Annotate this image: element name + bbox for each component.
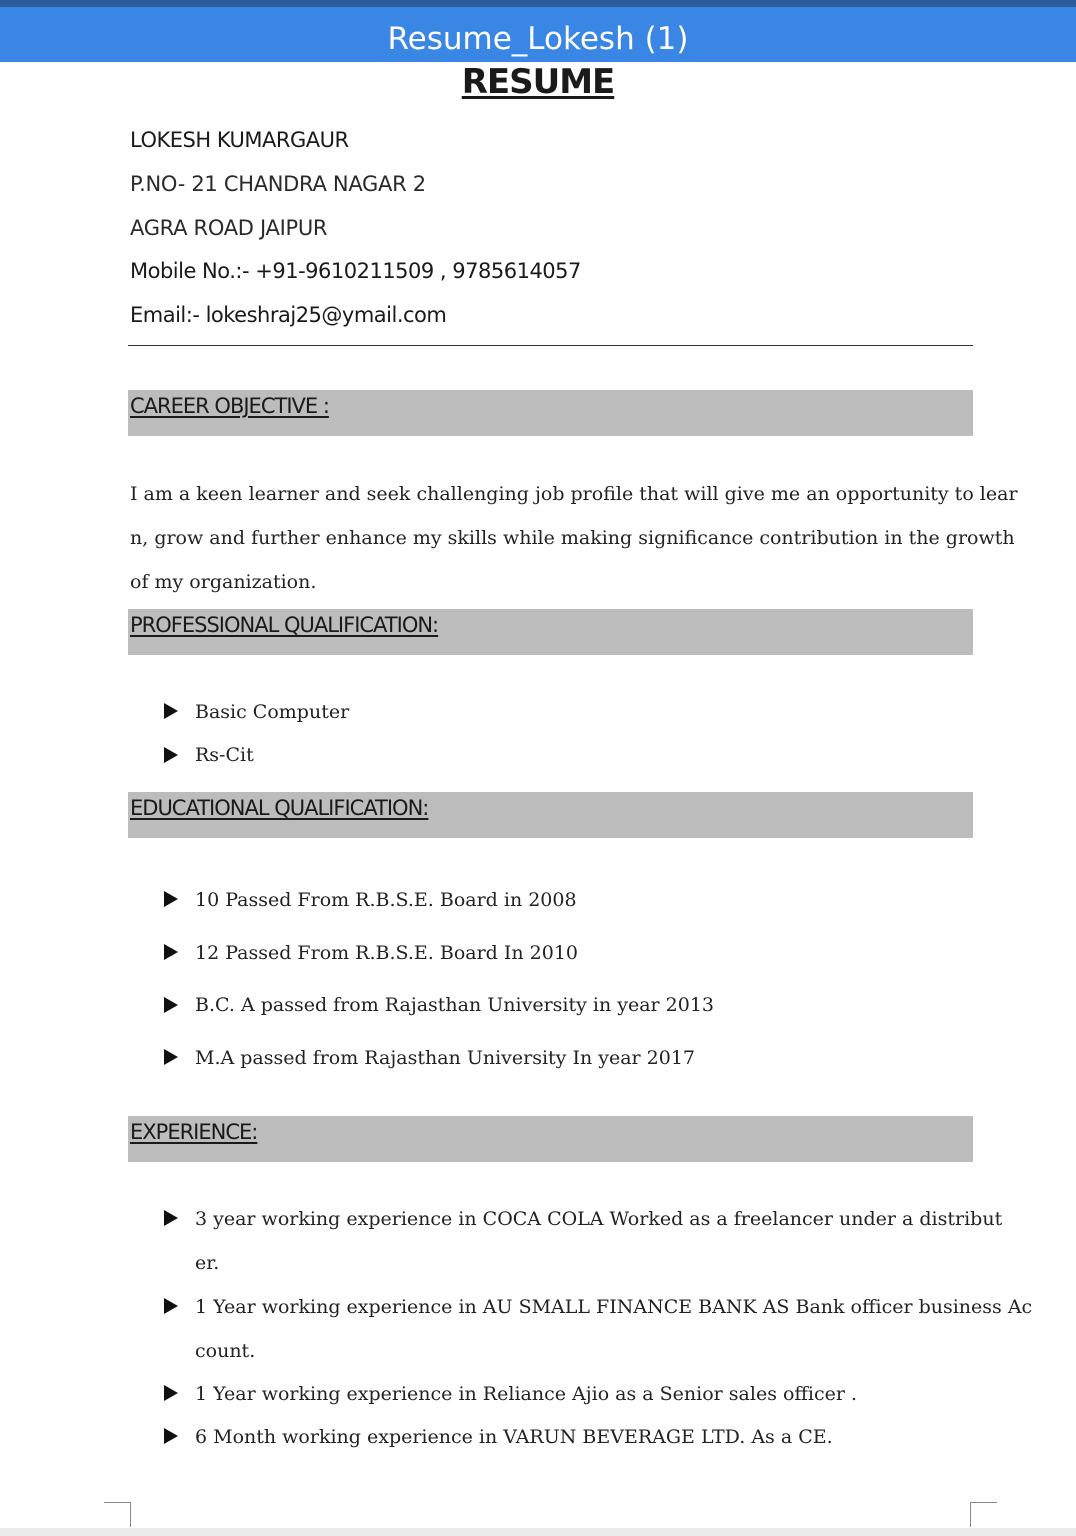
candidate-name: LOKESH KUMARGAUR — [130, 128, 349, 152]
page-corner-mark-left — [104, 1502, 131, 1527]
address-line-1: P.NO- 21 CHANDRA NAGAR 2 — [130, 172, 426, 196]
bullet-arrow-icon — [164, 1428, 178, 1444]
bullet-arrow-icon — [164, 703, 178, 719]
mobile-number: Mobile No.:- +91-9610211509 , 9785614057 — [130, 259, 581, 283]
list-item: 12 Passed From R.B.S.E. Board In 2010 — [195, 942, 579, 964]
experience-item-line: 1 Year working experience in AU SMALL FINANCE BANK AS Bank officer business Ac — [195, 1296, 1033, 1318]
professional-qualification-section — [128, 609, 973, 655]
bullet-arrow-icon — [164, 891, 178, 907]
educational-qualification-section — [128, 792, 973, 838]
address-line-2: AGRA ROAD JAIPUR — [130, 216, 328, 240]
career-objective-title: CAREER OBJECTIVE : — [130, 394, 329, 418]
document-page[interactable] — [0, 62, 1076, 1528]
experience-item-line: 3 year working experience in COCA COLA Worked as a freelancer under a distribut — [195, 1208, 1003, 1230]
bullet-arrow-icon — [164, 1298, 178, 1314]
bullet-arrow-icon — [164, 747, 178, 763]
bullet-arrow-icon — [164, 1210, 178, 1226]
bullet-arrow-icon — [164, 1049, 178, 1065]
header-divider — [128, 345, 973, 346]
career-objective-line: I am a keen learner and seek challenging job profile that will give me an opportunity to lear — [130, 483, 1018, 505]
document-title: Resume_Lokesh (1) — [387, 21, 689, 57]
career-objective-section — [128, 390, 973, 436]
career-objective-line: n, grow and further enhance my skills while making significance contribution in the growth — [130, 527, 1015, 549]
list-item: Basic Computer — [195, 701, 350, 723]
list-item: 10 Passed From R.B.S.E. Board in 2008 — [195, 889, 577, 911]
experience-section — [128, 1116, 973, 1162]
bullet-arrow-icon — [164, 1385, 178, 1401]
experience-title: EXPERIENCE: — [130, 1120, 258, 1144]
experience-item-line: er. — [195, 1252, 220, 1274]
career-objective-line: of my organization. — [130, 571, 317, 593]
list-item: M.A passed from Rajasthan University In year 2017 — [195, 1047, 696, 1069]
list-item: B.C. A passed from Rajasthan University in year 2013 — [195, 994, 715, 1016]
experience-item-line: count. — [195, 1340, 256, 1362]
list-item: Rs-Cit — [195, 744, 254, 766]
professional-qualification-title: PROFESSIONAL QUALIFICATION: — [130, 613, 439, 637]
bullet-arrow-icon — [164, 944, 178, 960]
educational-qualification-title: EDUCATIONAL QUALIFICATION: — [130, 796, 429, 820]
page-corner-mark-right — [970, 1502, 997, 1527]
bullet-arrow-icon — [164, 997, 178, 1013]
title-bar — [0, 0, 1076, 62]
resume-heading: RESUME — [461, 62, 615, 102]
experience-item-line: 1 Year working experience in Reliance Ajio as a Senior sales officer . — [195, 1383, 858, 1405]
experience-item-line: 6 Month working experience in VARUN BEVERAGE LTD. As a CE. — [195, 1426, 833, 1448]
page-bottom-edge — [0, 1528, 1076, 1536]
email-address: Email:- lokeshraj25@ymail.com — [130, 303, 447, 327]
